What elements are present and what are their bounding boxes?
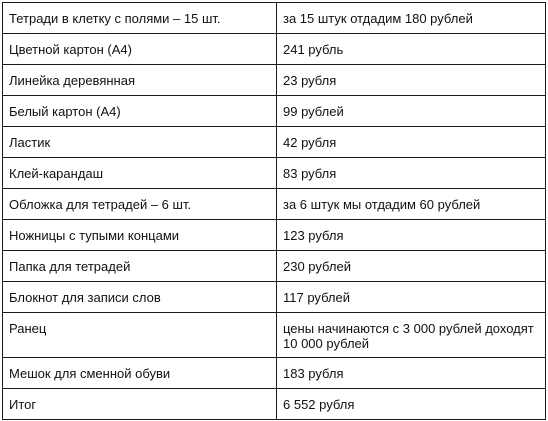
table-row xyxy=(3,127,546,158)
price-cell: 83 рубля xyxy=(277,158,546,189)
total-label-cell: Итог xyxy=(3,389,277,420)
total-value-cell: 6 552 рубля xyxy=(277,389,546,420)
price-cell: 99 рублей xyxy=(277,96,546,127)
item-cell: Линейка деревянная xyxy=(3,65,277,96)
price-cell: 123 рубля xyxy=(277,220,546,251)
item-cell: Ластик xyxy=(3,127,277,158)
table-row xyxy=(3,34,546,65)
item-cell: Папка для тетрадей xyxy=(3,251,277,282)
table-row xyxy=(3,158,546,189)
item-cell: Цветной картон (А4) xyxy=(3,34,277,65)
price-cell: за 6 штук мы отдадим 60 рублей xyxy=(277,189,546,220)
price-cell: 117 рублей xyxy=(277,282,546,313)
table-row xyxy=(3,251,546,282)
price-cell: 42 рубля xyxy=(277,127,546,158)
item-cell: Ножницы с тупыми концами xyxy=(3,220,277,251)
price-cell: 230 рублей xyxy=(277,251,546,282)
item-cell: Обложка для тетрадей – 6 шт. xyxy=(3,189,277,220)
total-row xyxy=(3,389,546,420)
table-row xyxy=(3,282,546,313)
price-cell: 23 рубля xyxy=(277,65,546,96)
price-table xyxy=(2,2,546,420)
table-row xyxy=(3,313,546,358)
price-cell: цены начинаются с 3 000 рублей доходят 10 000 рублей xyxy=(277,313,546,358)
item-cell: Белый картон (А4) xyxy=(3,96,277,127)
item-cell: Ранец xyxy=(3,313,277,358)
item-cell: Блокнот для записи слов xyxy=(3,282,277,313)
item-cell: Тетради в клетку с полями – 15 шт. xyxy=(3,3,277,34)
table-row xyxy=(3,65,546,96)
table-row xyxy=(3,220,546,251)
table-row xyxy=(3,358,546,389)
price-cell: 241 рубль xyxy=(277,34,546,65)
item-cell: Клей-карандаш xyxy=(3,158,277,189)
table-row xyxy=(3,3,546,34)
price-cell: 183 рубля xyxy=(277,358,546,389)
price-cell: за 15 штук отдадим 180 рублей xyxy=(277,3,546,34)
table-row xyxy=(3,189,546,220)
table-row xyxy=(3,96,546,127)
item-cell: Мешок для сменной обуви xyxy=(3,358,277,389)
